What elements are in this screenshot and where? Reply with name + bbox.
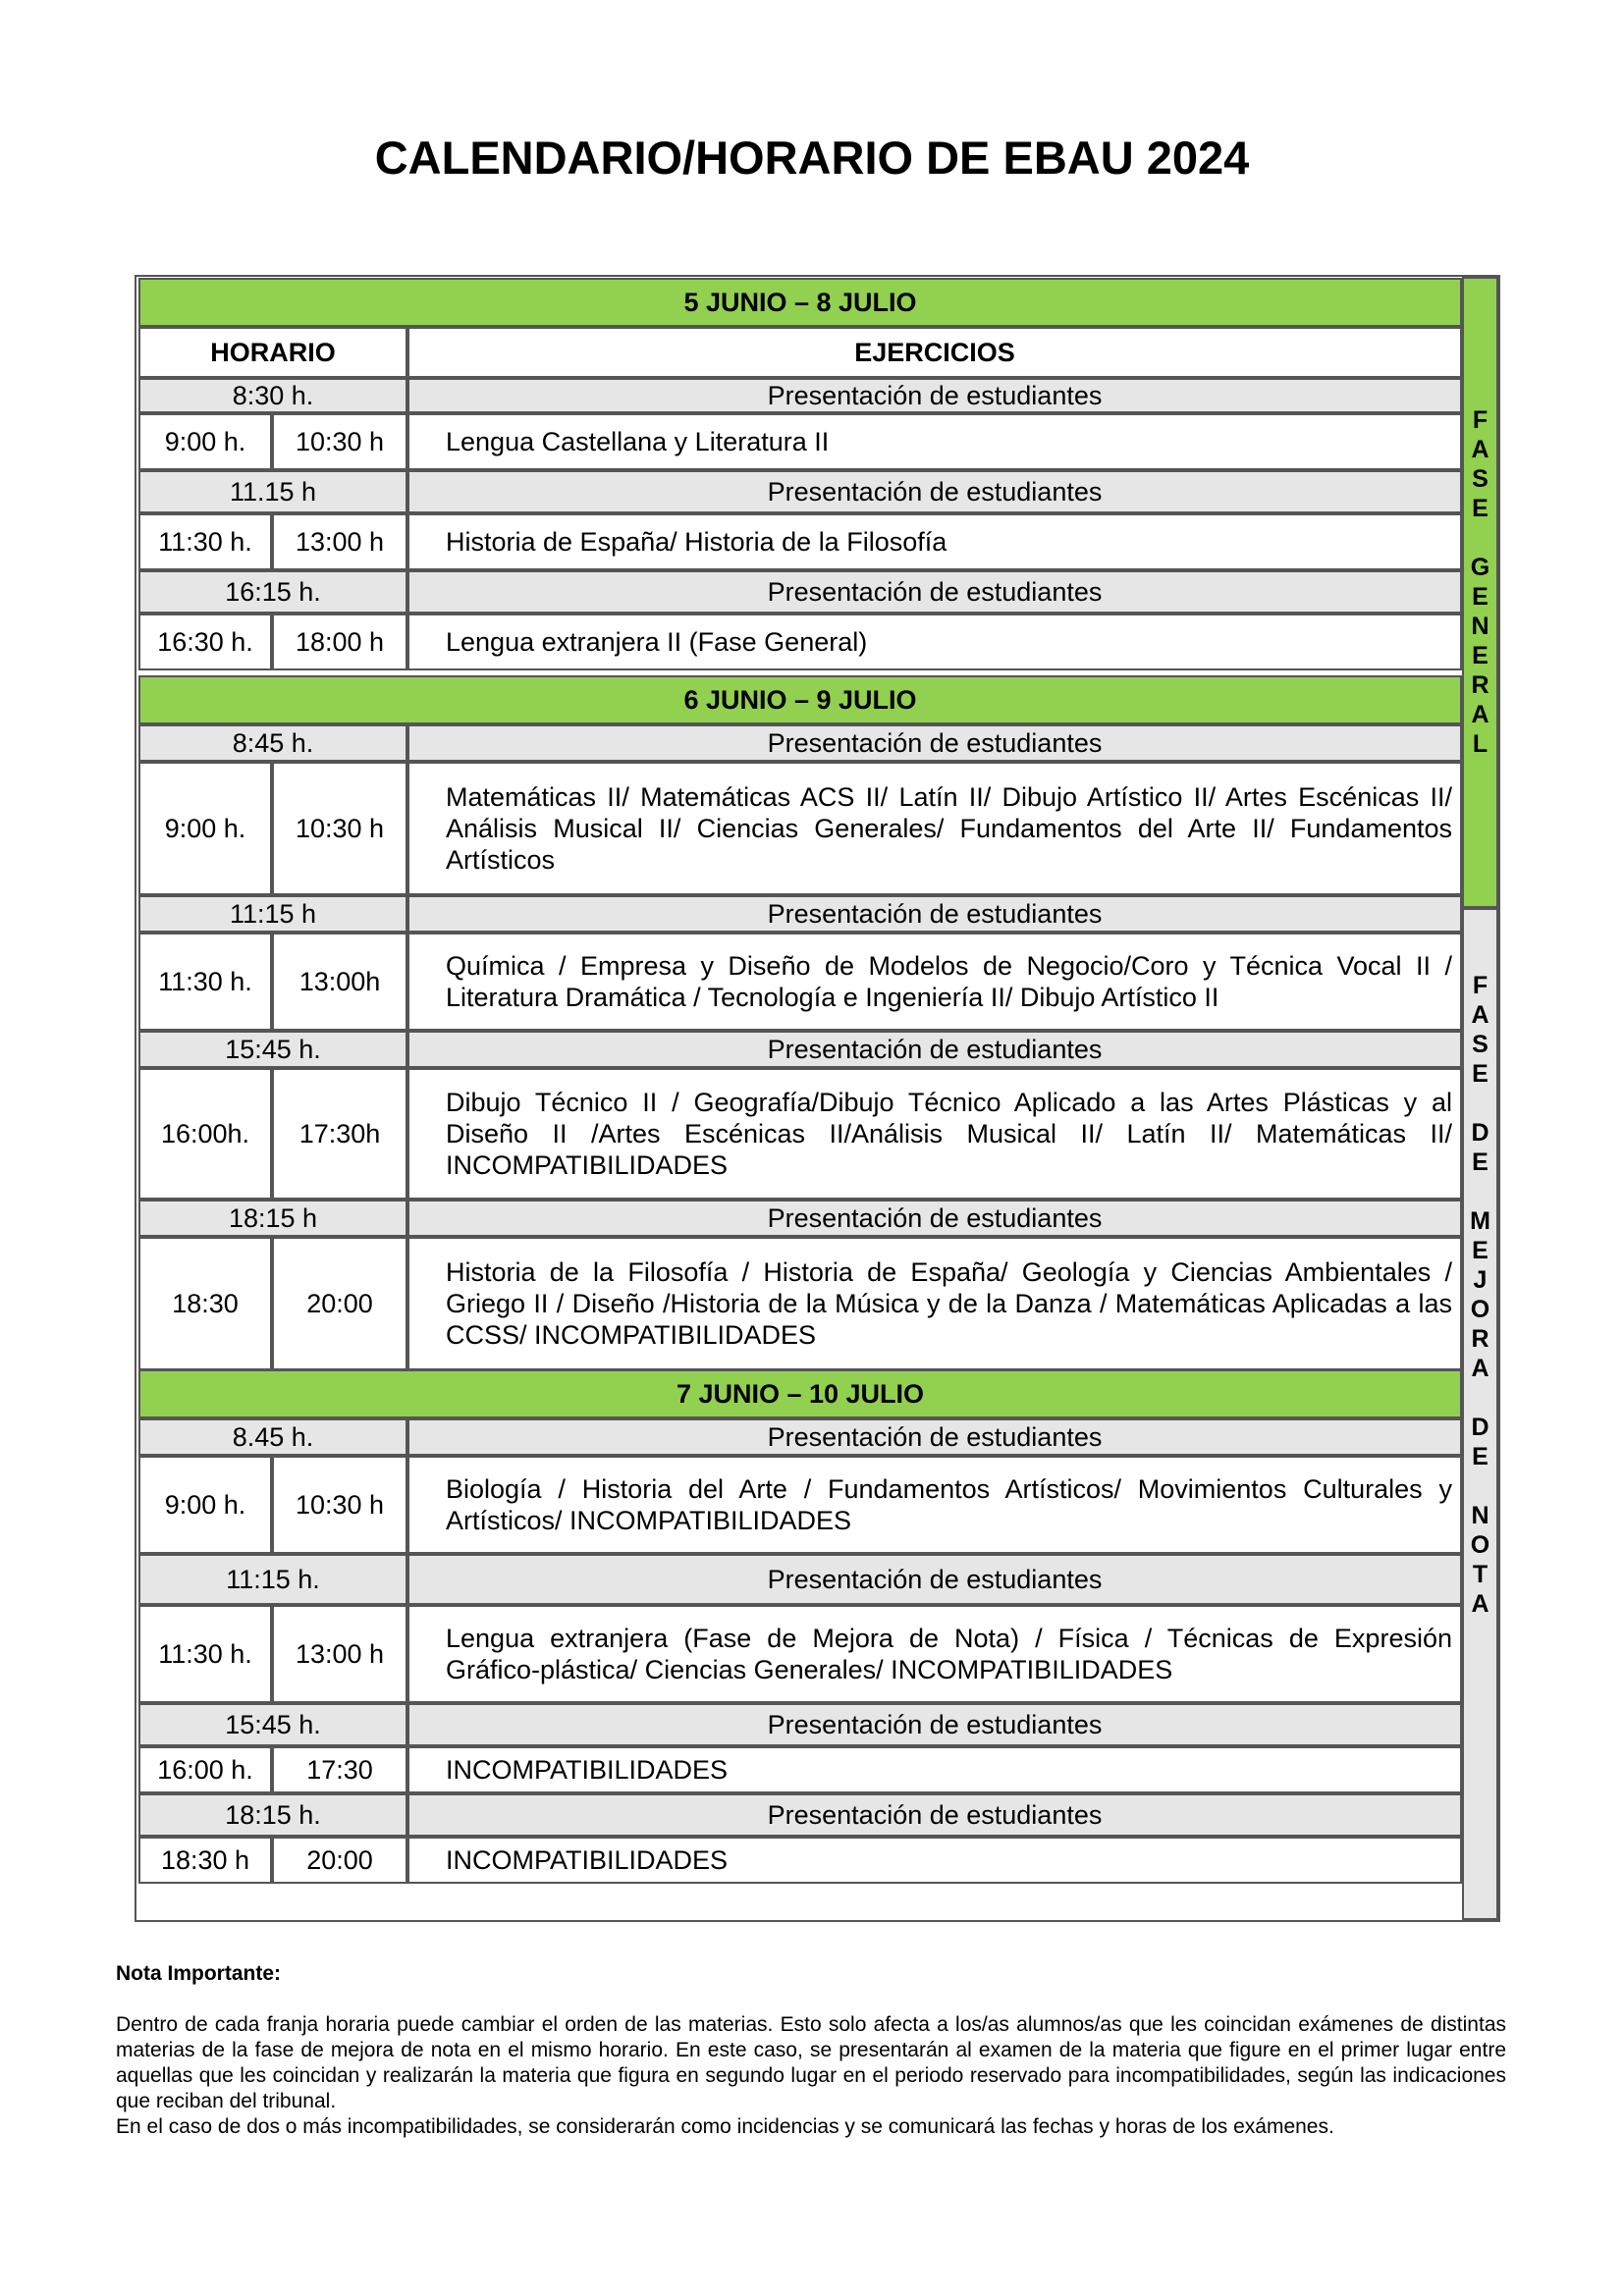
exam-subjects-text: Biología / Historia del Arte / Fundamentos Artísticos/ Movimientos Culturales y Artísticos/ INCOMPATIBILIDADES [446,1474,1452,1535]
presentation-text: Presentación de estudiantes [407,724,1462,762]
exam-subjects [407,413,1462,470]
presentation-text: Presentación de estudiantes [407,1554,1462,1605]
exam-subjects [407,614,1462,670]
presentation-text: Presentación de estudiantes [407,1703,1462,1746]
exam-subjects-text: Historia de España/ Historia de la Filosofía [446,527,947,557]
exam-end-time: 17:30h [272,1068,407,1200]
exam-subjects-text: INCOMPATIBILIDADES [446,1755,729,1785]
exam-start-time: 11:30 h. [138,513,272,570]
exam-subjects [407,933,1462,1031]
exam-subjects [407,513,1462,570]
exam-subjects-text: Matemáticas II/ Matemáticas ACS II/ Latín II/ Dibujo Artístico II/ Artes Escénicas II/ Análisis Musical II/ Ciencias Generales/ Fundamentos del Arte II/ Fundamentos Artísticos [446,782,1452,875]
presentation-time: 11.15 h [138,470,407,513]
exam-subjects [407,1746,1462,1793]
exam-subjects-text: Historia de la Filosofía / Historia de España/ Geología y Ciencias Ambientales / Griego II / Diseño /Historia de la Música y de la Danza / Matemáticas Aplicadas a las CCSS/ INCOMPATIBILIDADES [446,1257,1452,1350]
note-paragraph-2: En el caso de dos o más incompatibilidades, se considerarán como incidencias y se comunicará las fechas y horas de los exámenes. [116,2115,1334,2138]
presentation-time: 11:15 h [138,895,407,933]
exam-end-time: 18:00 h [272,614,407,670]
exam-subjects [407,1237,1462,1370]
presentation-text: Presentación de estudiantes [407,1031,1462,1068]
exam-start-time: 18:30 [138,1237,272,1370]
side-label-fase-general-text: F A S E G E N E R A L [1470,406,1490,758]
exam-start-time: 9:00 h. [138,413,272,470]
column-header-ejercicios: EJERCICIOS [407,327,1462,378]
presentation-time: 8:45 h. [138,724,407,762]
presentation-text: Presentación de estudiantes [407,895,1462,933]
exam-subjects [407,1837,1462,1884]
side-label-fase-mejora-text: F A S E D E M E J O R A D E N O T A [1470,972,1490,1618]
presentation-text: Presentación de estudiantes [407,570,1462,614]
day-header: 7 JUNIO – 10 JULIO [138,1369,1462,1418]
note-paragraph-1: Dentro de cada franja horaria puede cambiar el orden de las materias. Esto solo afecta a los/as alumnos/as que les coincidan exámenes de distintas materias de la fase de mejora de nota en el mismo horario. En este caso, se presentarán al examen de la materia que figure en el primer lugar entre aquellas que les coincidan y realizarán la materia que figura en segundo lugar en el periodo reservado para incompatibilidades, según las indicaciones que reciban del tribunal. [116,2013,1506,2112]
exam-end-time: 10:30 h [272,762,407,895]
exam-end-time: 13:00h [272,933,407,1031]
presentation-time: 16:15 h. [138,570,407,614]
presentation-time: 18:15 h [138,1200,407,1237]
presentation-text: Presentación de estudiantes [407,1200,1462,1237]
exam-subjects [407,762,1462,895]
presentation-text: Presentación de estudiantes [407,1793,1462,1837]
exam-start-time: 16:30 h. [138,614,272,670]
presentation-text: Presentación de estudiantes [407,470,1462,513]
column-header-horario: HORARIO [138,327,407,378]
presentation-time: 11:15 h. [138,1554,407,1605]
page-title: CALENDARIO/HORARIO DE EBAU 2024 [374,132,1250,184]
presentation-time: 15:45 h. [138,1703,407,1746]
presentation-time: 15:45 h. [138,1031,407,1068]
exam-start-time: 9:00 h. [138,762,272,895]
exam-subjects [407,1068,1462,1200]
side-label-fase-mejora [1462,908,1498,1920]
exam-end-time: 13:00 h [272,513,407,570]
presentation-time: 18:15 h. [138,1793,407,1837]
exam-start-time: 9:00 h. [138,1456,272,1554]
presentation-time: 8.45 h. [138,1418,407,1456]
exam-end-time: 20:00 [272,1837,407,1884]
exam-subjects-text: Dibujo Técnico II / Geografía/Dibujo Técnico Aplicado a las Artes Plásticas y al Diseño II /Artes Escénicas II/Análisis Musical II/ Latín II/ Matemáticas II/ INCOMPATIBILIDADES [446,1088,1452,1180]
day-header: 5 JUNIO – 8 JULIO [138,278,1462,327]
note-body [116,2012,1506,2140]
exam-start-time: 18:30 h [138,1837,272,1884]
exam-end-time: 20:00 [272,1237,407,1370]
note-title: Nota Importante: [116,1962,281,1985]
presentation-text: Presentación de estudiantes [407,378,1462,413]
presentation-text: Presentación de estudiantes [407,1418,1462,1456]
exam-start-time: 16:00h. [138,1068,272,1200]
exam-subjects-text: INCOMPATIBILIDADES [446,1845,729,1875]
exam-start-time: 11:30 h. [138,933,272,1031]
day-header: 6 JUNIO – 9 JULIO [138,675,1462,724]
side-label-fase-general [1462,277,1498,908]
exam-start-time: 16:00 h. [138,1746,272,1793]
exam-subjects-text: Lengua extranjera II (Fase General) [446,627,868,657]
exam-subjects-text: Lengua extranjera (Fase de Mejora de Nota) / Física / Técnicas de Expresión Gráfico-plástica/ Ciencias Generales/ INCOMPATIBILIDADES [446,1624,1452,1684]
exam-start-time: 11:30 h. [138,1605,272,1703]
exam-end-time: 13:00 h [272,1605,407,1703]
exam-subjects [407,1456,1462,1554]
exam-end-time: 10:30 h [272,1456,407,1554]
exam-end-time: 17:30 [272,1746,407,1793]
presentation-time: 8:30 h. [138,378,407,413]
exam-end-time: 10:30 h [272,413,407,470]
exam-subjects-text: Lengua Castellana y Literatura II [446,427,830,456]
exam-subjects-text: Química / Empresa y Diseño de Modelos de Negocio/Coro y Técnica Vocal II / Literatura Dramática / Tecnología e Ingeniería II/ Dibujo Artístico II [446,951,1452,1012]
exam-subjects [407,1605,1462,1703]
